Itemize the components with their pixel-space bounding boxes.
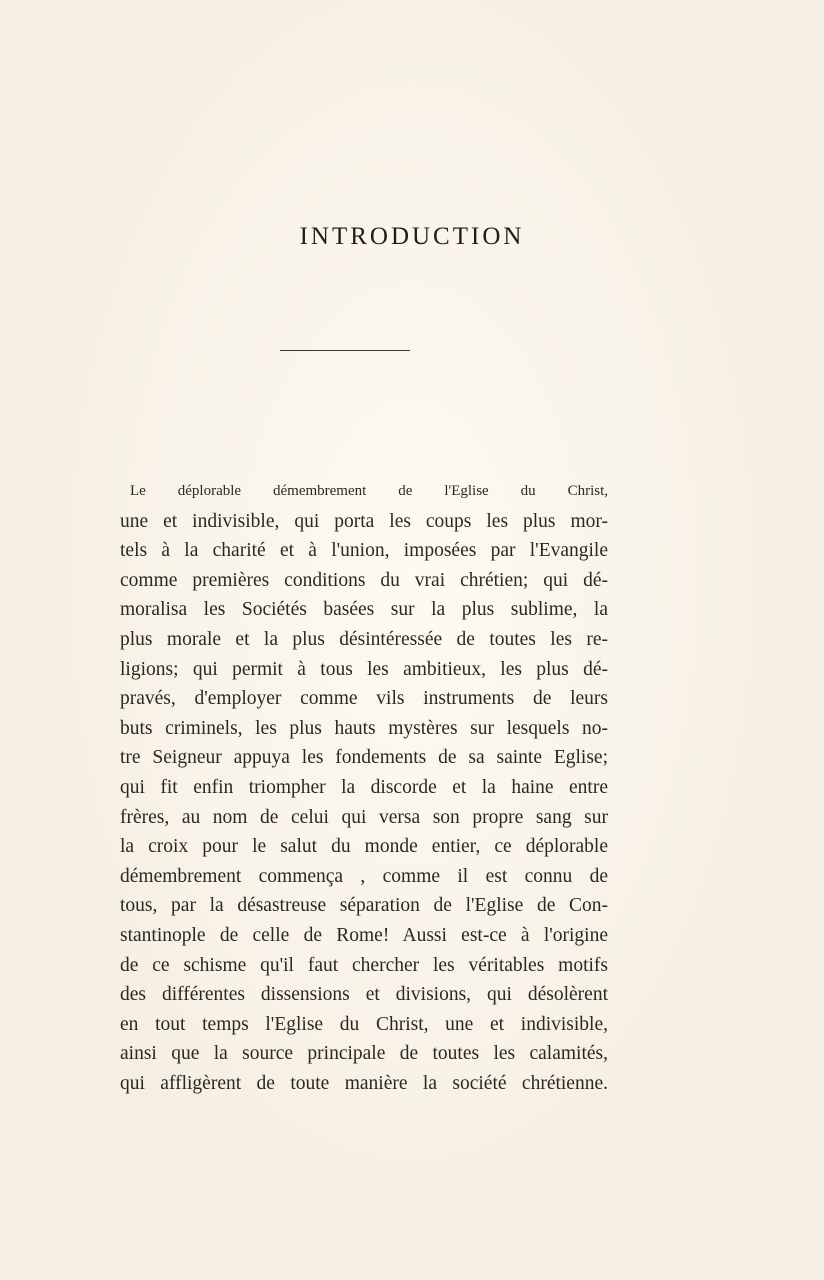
page-title: INTRODUCTION [299,223,525,250]
introduction-paragraph [120,477,608,1098]
text-line: des différentes dissensions et divisions, qui désolèrent [120,984,608,1006]
text-line: ainsi que la source principale de toutes les calamités, [120,1043,608,1065]
text-line: la croix pour le salut du monde entier, ce déplorable [120,836,608,858]
text-line: frères, au nom de celui qui versa son propre sang sur [120,806,608,828]
text-line: stantinople de celle de Rome! Aussi est-ce à l'origine [120,924,608,946]
text-line: Le déplorable démembrement de l'Eglise du Christ, [130,483,608,499]
text-line: qui fit enfin triompher la discorde et la haine entre [120,776,608,798]
text-line: tre Seigneur appuya les fondements de sa sainte Eglise; [120,747,608,769]
text-line: comme premières conditions du vrai chrétien; qui dé- [120,569,608,591]
text-line: plus morale et la plus désintéressée de toutes les re- [120,628,608,650]
text-line: ligions; qui permit à tous les ambitieux, les plus dé- [120,658,608,680]
title-divider [280,350,410,351]
text-line: démembrement commença , comme il est connu de [120,865,608,887]
text-line: tels à la charité et à l'union, imposées par l'Evangile [120,540,608,562]
text-line: en tout temps l'Eglise du Christ, une et indivisible, [120,1013,608,1035]
text-line: une et indivisible, qui porta les coups les plus mor- [120,510,608,532]
text-line: pravés, d'employer comme vils instruments de leurs [120,688,608,710]
text-line: qui affligèrent de toute manière la société chrétienne. [120,1072,608,1094]
text-line: tous, par la désastreuse séparation de l'Eglise de Con- [120,895,608,917]
text-line: moralisa les Sociétés basées sur la plus sublime, la [120,599,608,621]
text-line: buts criminels, les plus hauts mystères sur lesquels no- [120,717,608,739]
text-line: de ce schisme qu'il faut chercher les véritables motifs [120,954,608,976]
